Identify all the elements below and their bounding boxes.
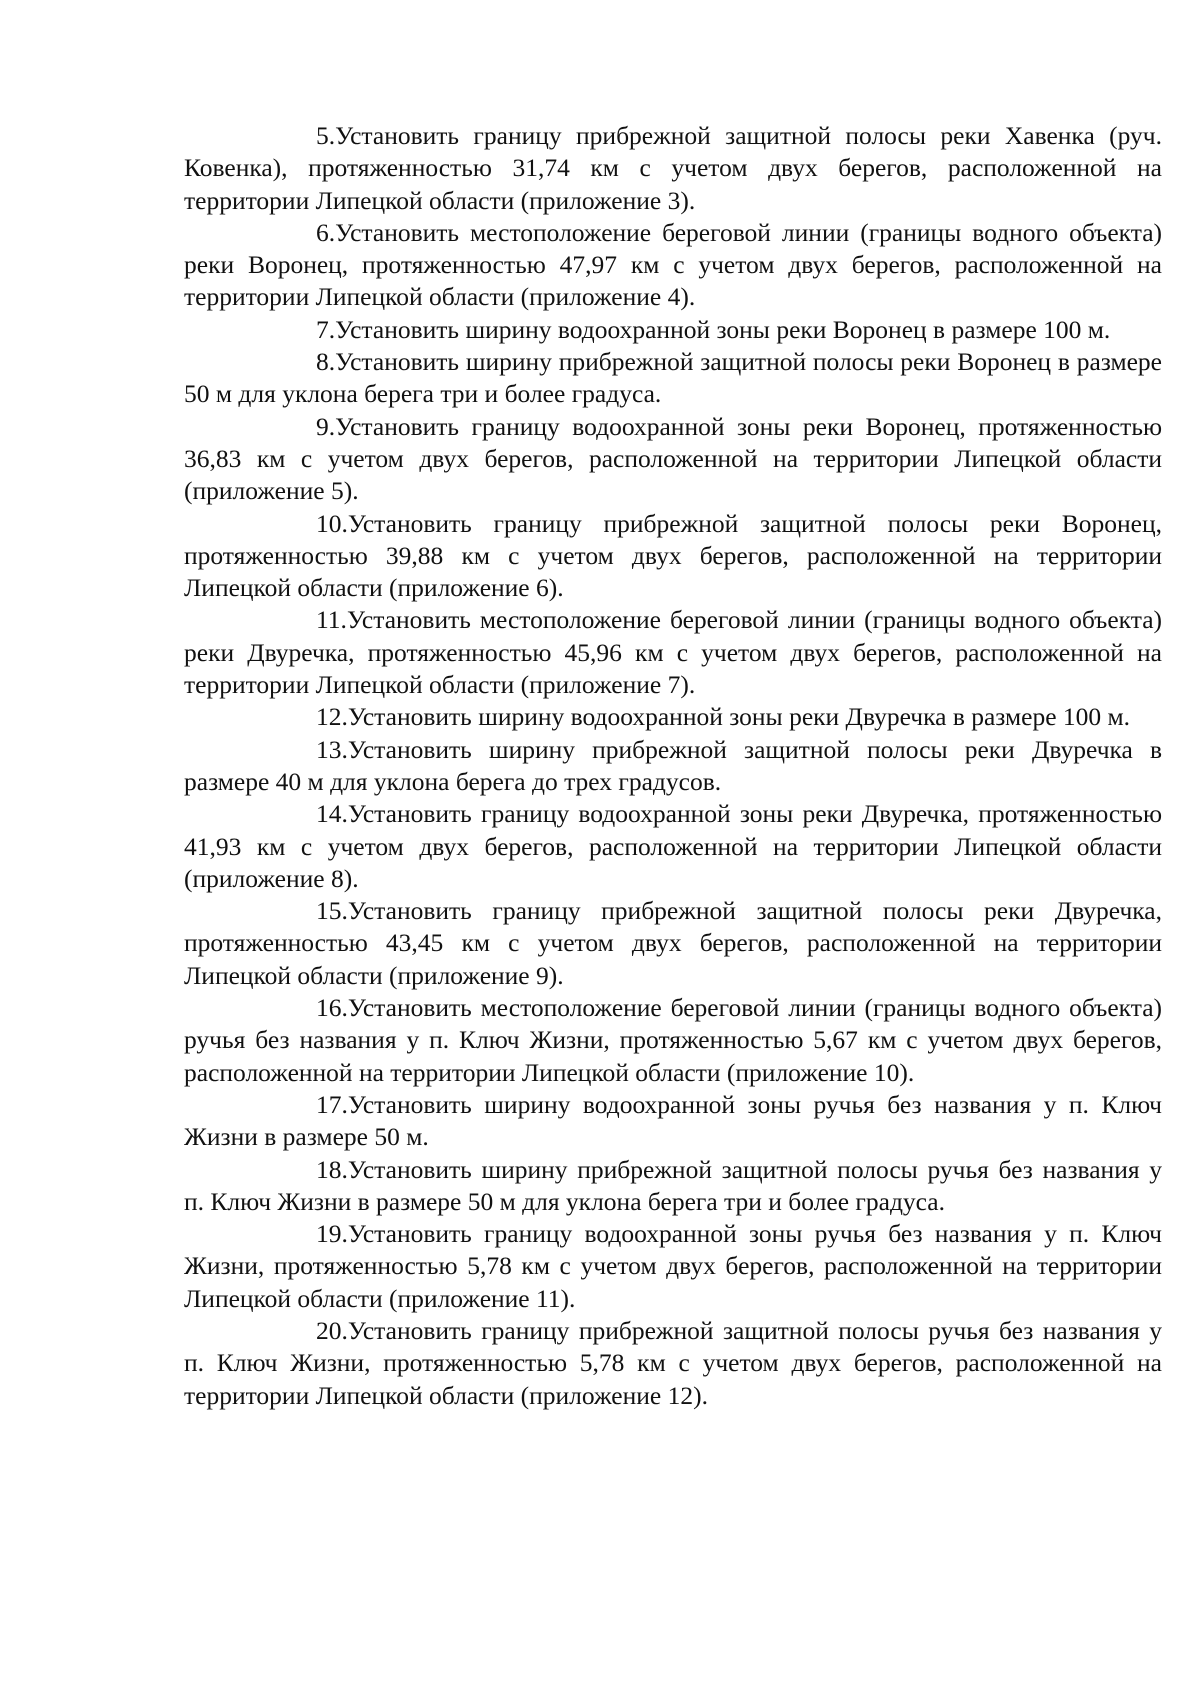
- item-text: Установить границу прибрежной защитной полосы реки Двуречка, протяженностью 43,45 км с учетом двух берегов, расположенной на территории Липецкой области (приложение 9).: [184, 896, 1162, 990]
- item-number: 7.: [316, 314, 336, 344]
- list-item: [184, 701, 1162, 733]
- list-item: [184, 1154, 1162, 1219]
- list-item: [184, 1218, 1162, 1315]
- item-number: 5.: [316, 121, 336, 150]
- list-item: [184, 604, 1162, 701]
- item-number: 13.: [316, 734, 348, 764]
- item-number: 18.: [316, 1154, 348, 1184]
- item-text: Установить ширину прибрежной защитной полосы ручья без названия у п. Ключ Жизни в размере 50 м для уклона берега три и более градуса.: [184, 1154, 1162, 1216]
- list-item: [184, 120, 1162, 217]
- item-text: Установить ширину прибрежной защитной полосы реки Воронец в размере 50 м для уклона берега три и более градуса.: [184, 347, 1162, 409]
- item-text: Установить местоположение береговой линии (границы водного объекта) реки Воронец, протяженностью 47,97 км с учетом двух берегов, расположенной на территории Липецкой области (приложение 4).: [184, 217, 1162, 312]
- list-item: [184, 798, 1162, 895]
- item-text: Установить границу водоохранной зоны реки Двуречка, протяженностью 41,93 км с учетом двух берегов, расположенной на территории Липецкой области (приложение 8).: [184, 799, 1162, 893]
- item-number: 17.: [316, 1089, 348, 1119]
- list-item: [184, 992, 1162, 1089]
- item-text: Установить ширину водоохранной зоны ручья без названия у п. Ключ Жизни в размере 50 м.: [184, 1089, 1162, 1152]
- item-number: 11.: [316, 605, 347, 635]
- item-text: Установить ширину водоохранной зоны реки Воронец в размере 100 м.: [335, 314, 1111, 344]
- item-number: 9.: [316, 411, 336, 441]
- list-item: [184, 1089, 1162, 1154]
- item-text: Установить местоположение береговой линии (границы водного объекта) реки Двуречка, протяженностью 45,96 км с учетом двух берегов, расположенной на территории Липецкой области (приложение 7).: [184, 605, 1162, 700]
- item-text: Установить границу водоохранной зоны ручья без названия у п. Ключ Жизни, протяженностью 5,78 км с учетом двух берегов, расположенной на территории Липецкой области (приложение 11).: [184, 1219, 1162, 1313]
- list-item: [184, 314, 1162, 346]
- item-number: 16.: [316, 993, 348, 1023]
- document-body: [184, 120, 1162, 1412]
- item-text: Установить ширину водоохранной зоны реки Двуречка в размере 100 м.: [347, 702, 1131, 732]
- list-item: [184, 217, 1162, 314]
- item-text: Установить границу прибрежной защитной полосы реки Хавенка (руч. Ковенка), протяженностью 31,74 км с учетом двух берегов, расположенной на территории Липецкой области (приложение 3).: [184, 121, 1162, 215]
- list-item: [184, 346, 1162, 411]
- list-item: [184, 1315, 1162, 1412]
- item-text: Установить границу прибрежной защитной полосы ручья без названия у п. Ключ Жизни, протяженностью 5,78 км с учетом двух берегов, расположенной на территории Липецкой области (приложение 12).: [184, 1315, 1162, 1410]
- item-number: 14.: [316, 799, 348, 829]
- item-text: Установить границу прибрежной защитной полосы реки Воронец, протяженностью 39,88 км с учетом двух берегов, расположенной на территории Липецкой области (приложение 6).: [184, 508, 1162, 603]
- list-item: [184, 508, 1162, 605]
- list-item: [184, 734, 1162, 799]
- item-number: 12.: [316, 702, 348, 732]
- item-number: 10.: [316, 508, 348, 538]
- item-text: Установить ширину прибрежной защитной полосы реки Двуречка в размере 40 м для уклона берега до трех градусов.: [184, 734, 1162, 796]
- item-text: Установить границу водоохранной зоны реки Воронец, протяженностью 36,83 км с учетом двух берегов, расположенной на территории Липецкой области (приложение 5).: [184, 411, 1162, 506]
- item-number: 6.: [316, 217, 336, 247]
- list-item: [184, 895, 1162, 992]
- item-number: 20.: [316, 1315, 348, 1345]
- item-number: 8.: [316, 347, 336, 377]
- list-item: [184, 411, 1162, 508]
- item-number: 15.: [316, 896, 348, 926]
- item-number: 19.: [316, 1219, 348, 1249]
- item-text: Установить местоположение береговой линии (границы водного объекта) ручья без названия у п. Ключ Жизни, протяженностью 5,67 км с учетом двух берегов, расположенной на территории Липецкой области (приложение 10).: [184, 993, 1162, 1087]
